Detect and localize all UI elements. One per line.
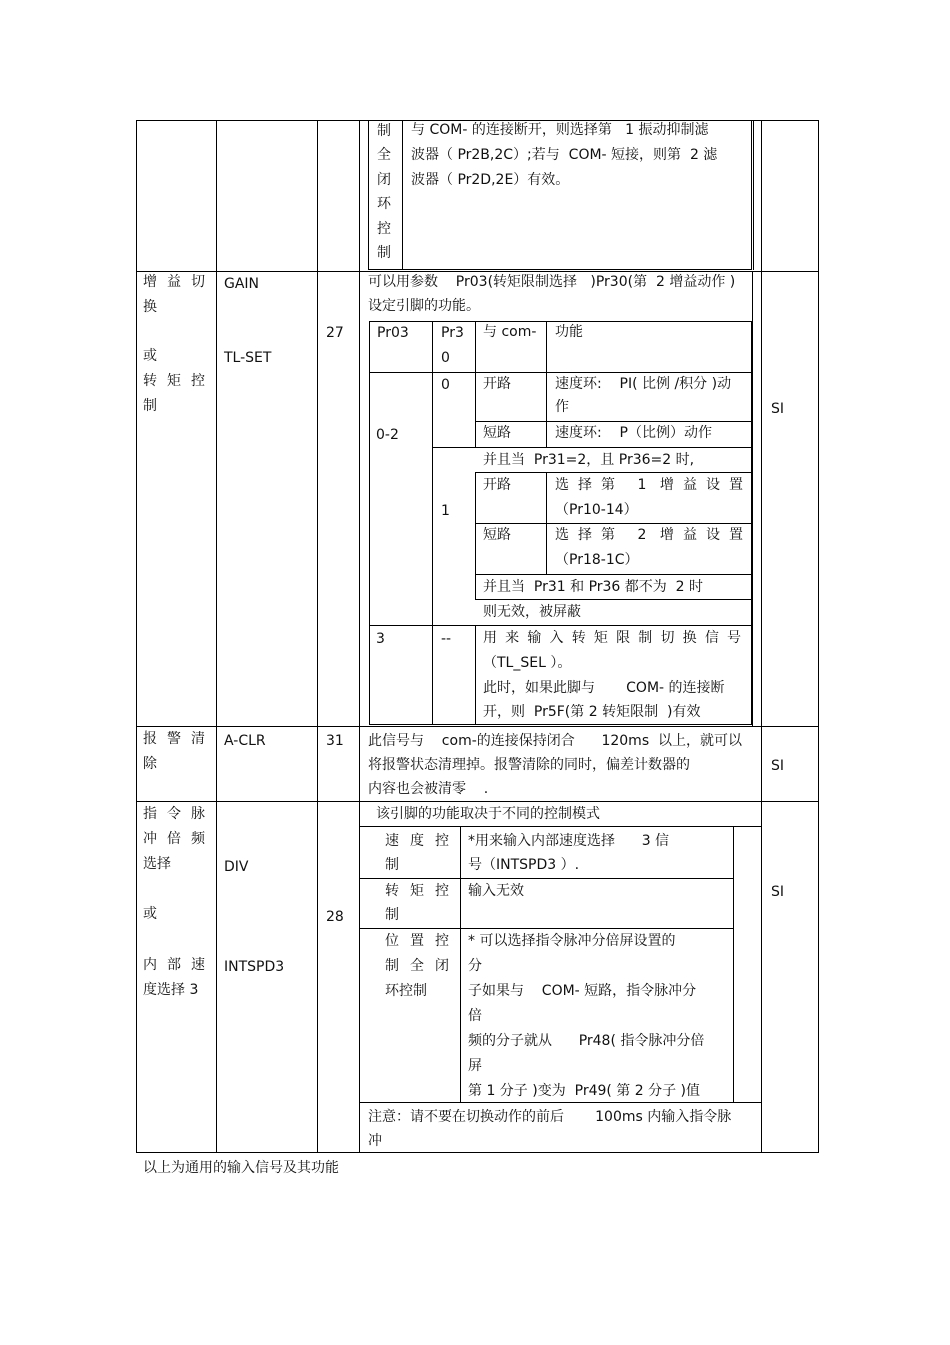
pr30-value: 0 (441, 377, 450, 393)
note-line: 注意：请不要在切换动作的前后 100ms 内输入指令脉 (368, 1109, 732, 1125)
signal-code: GAIN (224, 276, 260, 292)
desc-line: 将报警状态清理掉。报警清除的同时，偏差计数器的 (368, 757, 690, 773)
state-label: 开路 (483, 477, 511, 493)
mode-text: 输入无效 (468, 883, 524, 899)
state-label: 开路 (483, 376, 511, 392)
signal-type: SI (771, 758, 785, 774)
signal-type: SI (771, 401, 785, 417)
pr03-value: 0-2 (376, 427, 399, 443)
signal-code: DIV (224, 859, 249, 875)
col-header: Pr3 (441, 325, 464, 341)
mode-char: 全 (377, 147, 391, 163)
state-label: 短路 (483, 425, 511, 441)
mode-label: 转矩控 (385, 883, 449, 899)
signal-code: A-CLR (224, 733, 266, 749)
note-line: 冲 (368, 1133, 382, 1149)
signal-name-line: 换 (143, 299, 157, 315)
signal-name-line: 或 (143, 348, 157, 364)
function-text: 速度环: PI( 比例 /积分 )动 (555, 376, 732, 392)
function-text: 选择第 1 增益设置 (555, 477, 743, 493)
cont-text-line: 波器（ Pr2B,2C）;若与 COM- 短接，则第 2 滤 (411, 147, 718, 163)
signal-name-line: 度选择 3 (143, 982, 199, 998)
pin-number: 31 (326, 733, 344, 749)
mode-char: 控 (377, 221, 391, 237)
signal-name-line: 制 (143, 398, 157, 414)
signal-code: INTSPD3 (224, 959, 285, 975)
cont-text-line: 波器（ Pr2D,2E）有效。 (411, 172, 570, 188)
col-header: 与 com- (483, 324, 537, 340)
mode-label: 制 (385, 857, 399, 873)
mode-char: 环 (377, 196, 391, 212)
mode-text: 分 (468, 958, 482, 974)
pr30-value: -- (441, 631, 452, 647)
footer-text: 以上为通用的输入信号及其功能 (143, 1160, 339, 1176)
function-text: （Pr10-14） (555, 502, 638, 518)
cont-text-line: 与 COM- 的连接断开，则选择第 1 振动抑制滤 (411, 122, 709, 138)
mode-text: 频的分子就从 Pr48( 指令脉冲分倍 (468, 1033, 705, 1049)
function-text: （TL_SEL ）。 (483, 655, 572, 671)
signal-name-line: 或 (143, 906, 157, 922)
mode-char: 制 (377, 123, 391, 139)
pr30-value: 1 (441, 503, 450, 519)
signal-name-line: 选择 (143, 856, 171, 872)
mode-label: 位置控 (385, 933, 449, 949)
mode-char: 制 (377, 245, 391, 261)
desc-line: 该引脚的功能取决于不同的控制模式 (376, 806, 600, 822)
signal-name-line: 除 (143, 756, 157, 772)
signal-name-line: 报警清 (143, 731, 205, 747)
pin-number: 28 (326, 909, 344, 925)
mode-label: 制 (385, 907, 399, 923)
mode-text: 号（INTSPD3 ）. (468, 857, 580, 873)
mode-text: 第 1 分子 )变为 Pr49( 第 2 分子 )值 (468, 1083, 701, 1099)
state-label: 短路 (483, 527, 511, 543)
mode-char: 闭 (377, 172, 391, 188)
mode-text: 屏 (468, 1058, 482, 1074)
signal-name-line: 转矩控 (143, 373, 205, 389)
mode-label: 速度控 (385, 833, 449, 849)
signal-type: SI (771, 884, 785, 900)
mode-label: 制全闭 (385, 958, 449, 974)
function-text: 速度环: P（比例）动作 (555, 425, 712, 441)
function-text: 开，则 Pr5F(第 2 转矩限制 )有效 (483, 704, 701, 720)
function-text: 用来输入转矩限制切换信号 (483, 630, 741, 646)
signal-name-line: 指令脉 (143, 806, 205, 822)
signal-name-line: 内部速 (143, 957, 205, 973)
condition-text: 则无效，被屏蔽 (483, 604, 581, 620)
pin-number: 27 (326, 325, 344, 341)
signal-code: TL-SET (224, 350, 272, 366)
mode-text: * 可以选择指令脉冲分倍屏设置的 (468, 933, 676, 949)
desc-line: 设定引脚的功能。 (368, 298, 480, 314)
col-header: 功能 (555, 324, 583, 340)
mode-text: 倍 (468, 1008, 482, 1024)
condition-text: 并且当 Pr31=2，且 Pr36=2 时, (483, 452, 695, 468)
mode-text: 子如果与 COM- 短路，指令脉冲分 (468, 983, 697, 999)
function-text: 此时，如果此脚与 COM- 的连接断 (483, 680, 725, 696)
col-header: 0 (441, 350, 450, 366)
mode-text: *用来输入内部速度选择 3 信 (468, 833, 670, 849)
pr03-value: 3 (376, 631, 385, 647)
function-text: 作 (555, 399, 569, 415)
function-text: （Pr18-1C） (555, 552, 639, 568)
condition-text: 并且当 Pr31 和 Pr36 都不为 2 时 (483, 579, 704, 595)
mode-label: 环控制 (385, 983, 427, 999)
desc-line: 可以用参数 Pr03(转矩限制选择 )Pr30(第 2 增益动作 ) (368, 274, 736, 290)
col-header: Pr03 (377, 325, 409, 341)
desc-line: 此信号与 com-的连接保持闭合 120ms 以上，就可以 (368, 733, 743, 749)
function-text: 选择第 2 增益设置 (555, 527, 743, 543)
signal-name-line: 增益切 (143, 274, 205, 290)
signal-name-line: 冲倍频 (143, 831, 205, 847)
desc-line: 内容也会被清零 . (368, 781, 489, 797)
